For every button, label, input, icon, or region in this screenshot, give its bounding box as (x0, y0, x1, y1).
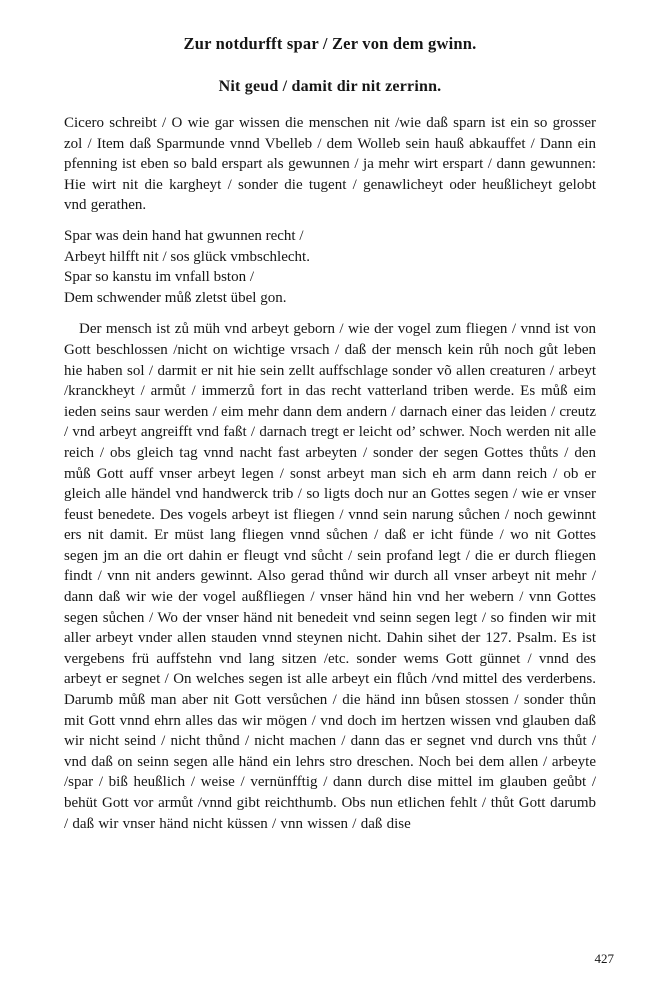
verse-line: Spar so kanstu im vnfall bston / (64, 269, 254, 286)
page-number: 427 (594, 951, 614, 966)
chapter-subheading: Nit geud / damit dir nit zerrinn. (218, 78, 442, 95)
chapter-heading: Zur notdurfft spar / Zer von dem gwinn. (183, 34, 477, 53)
verse-block (64, 226, 596, 308)
paragraph-cicero: Cicero schreibt / O wie gar wissen die menschen nit /wie daß sparn ist ein so grosser zol / Item daß Sparmunde vnnd Vbelleb / dem Wolleb sein hauß abkauffet / Dann ein pfenning ist eben so bald erspart als gewunnen / ja mehr wirt erspart / dann gewunnen: Hie wirt nit die kargheyt / sonder die tugent / genawlicheyt oder heußlicheyt gelobt vnd gerathen. (64, 115, 596, 214)
paragraph-main: Der mensch ist zů müh vnd arbeyt geborn / wie der vogel zum fliegen / vnnd ist von Gott beschlossen /nicht on wichtige vrsach / daß der mensch kein růh noch gůt leben hie haben sol / darmit er nit hie sein zellt auffschlage sonder võ allen creaturen / arbeyt /kranckheyt / armůt / immerzů fort in das recht vatterland triben werde. Es můß eim ieden seins saur werden / eim mehr dann dem andern / darnach einer das leiden / creutz / vnd arbeyt angreifft vnd faßt / darnach tregt er leicht od’ schwer. Noch werden nit alle reich / obs gleich tag vnnd nacht fast arbeyten / sonder der segen Gottes thůts / den můß Gott auff vnser arbeyt legen / sonst arbeyt man sich eh arm dann reich / ob er gleich alle händel vnd handwerck trib / so ligts doch nur an Gottes segen / wie er vnser feust benedete. Des vogels arbeyt ist fliegen / vnnd sein narung sůchen / noch gewinnt ers nit damit. Er müst lang fliegen vnnd sůchen / daß er icht fünde / wo nit Gottes segen jm an die ort dahin er fleugt vnd sůcht / sein profand legt / die er durch fliegen findt / vnn nit anders gewinnt. Also gerad thůnd wir durch all vnser arbeyt nit mehr / dann daß wir wie der vogel außfliegen / vnser händ hin vnd her webern / vnn Gottes segen sůchen / Wo der vnser händ nit benedeit vnd seinn segen legt / so finden wir mit aller arbeyt vnder allen stauden vnnd steynen nicht. Dahin sihet der 127. Psalm. Es ist vergebens frü auffstehn vnd lang sitzen /etc. sonder wems Gott günnet / vnnd des arbeyt er segnet / On welches segen ist alle arbeyt ein flůch /vnd mittel des verderbens. Darumb můß man aber nit Gott versůchen / die händ inn bůsen stossen / sonder thůn mit Gott vnnd ehrn alles das wir mögen / vnd doch im hertzen wissen vnd glauben daß wir nicht seind / nicht thůnd / nicht machen / dann das er segnet vnd durch vns thůt / vnd daß on seinn segen alle händ ein lehrs stro dreschen. Noch bei dem allen / arbeyte /spar / biß heußlich / weise / vernünfftig / dann durch dise mittel im glauben geůbt / behüt Gott vor armůt /vnnd gibt reichthumb. Obs nun etlichen fehlt / thůt Gott darumb / daß wir vnser händ nicht küssen / vnn wissen / daß dise (64, 321, 596, 832)
verse-line: Arbeyt hilfft nit / sos glück vmbschlecht. (64, 248, 310, 265)
verse-line: Spar was dein hand hat gwunnen recht / (64, 227, 304, 244)
verse-line: Dem schwender můß zletst übel gon. (64, 289, 287, 306)
